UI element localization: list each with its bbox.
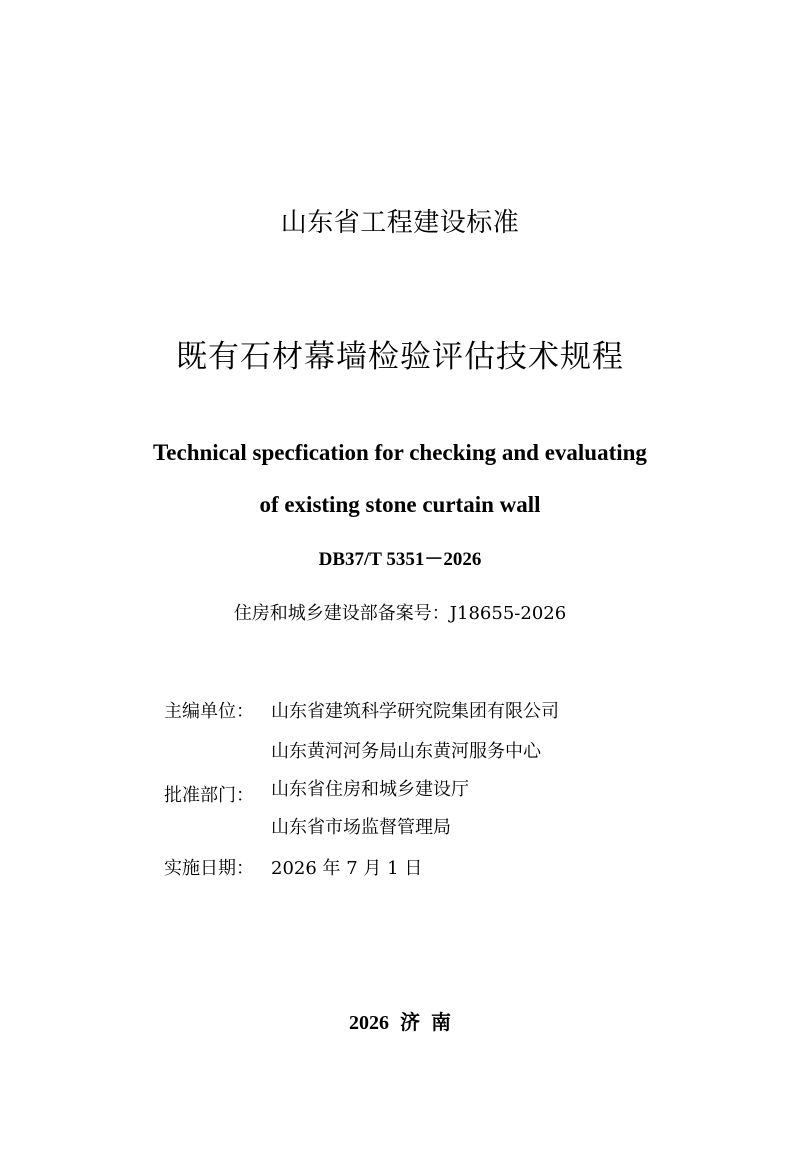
approval-dept-2: 山东省市场监督管理局 [271, 817, 451, 838]
imprint-year-place: 2026 济 南 [349, 1012, 451, 1034]
series-title: 山东省工程建设标准 [280, 208, 520, 238]
editor-unit-row [0, 698, 800, 726]
approval-dept-row [0, 776, 800, 804]
editor-label: 主编单位： [164, 701, 254, 722]
record-number: 住房和城乡建设部备案号：J18655-2026 [233, 603, 567, 624]
english-title-line-2: of existing stone curtain wall [259, 492, 541, 517]
main-title: 既有石材幕墙检验评估技术规程 [176, 339, 624, 375]
editor-unit-1: 山东省建筑科学研究院集团有限公司 [271, 701, 559, 722]
approval-label: 批准部门： [164, 785, 254, 806]
date-label: 实施日期： [164, 858, 254, 879]
approval-dept-1: 山东省住房和城乡建设厅 [271, 779, 469, 800]
english-title-line-1: Technical specfication for checking and evaluating [153, 440, 647, 465]
standard-code: DB37/T 5351－2026 [318, 549, 482, 570]
date-value: 2026 年 7 月 1 日 [271, 858, 423, 879]
editor-unit-2: 山东黄河河务局山东黄河服务中心 [271, 741, 541, 762]
editor-unit-row-2 [0, 738, 800, 766]
implementation-date-row [0, 855, 800, 883]
approval-dept-row-2 [0, 814, 800, 842]
